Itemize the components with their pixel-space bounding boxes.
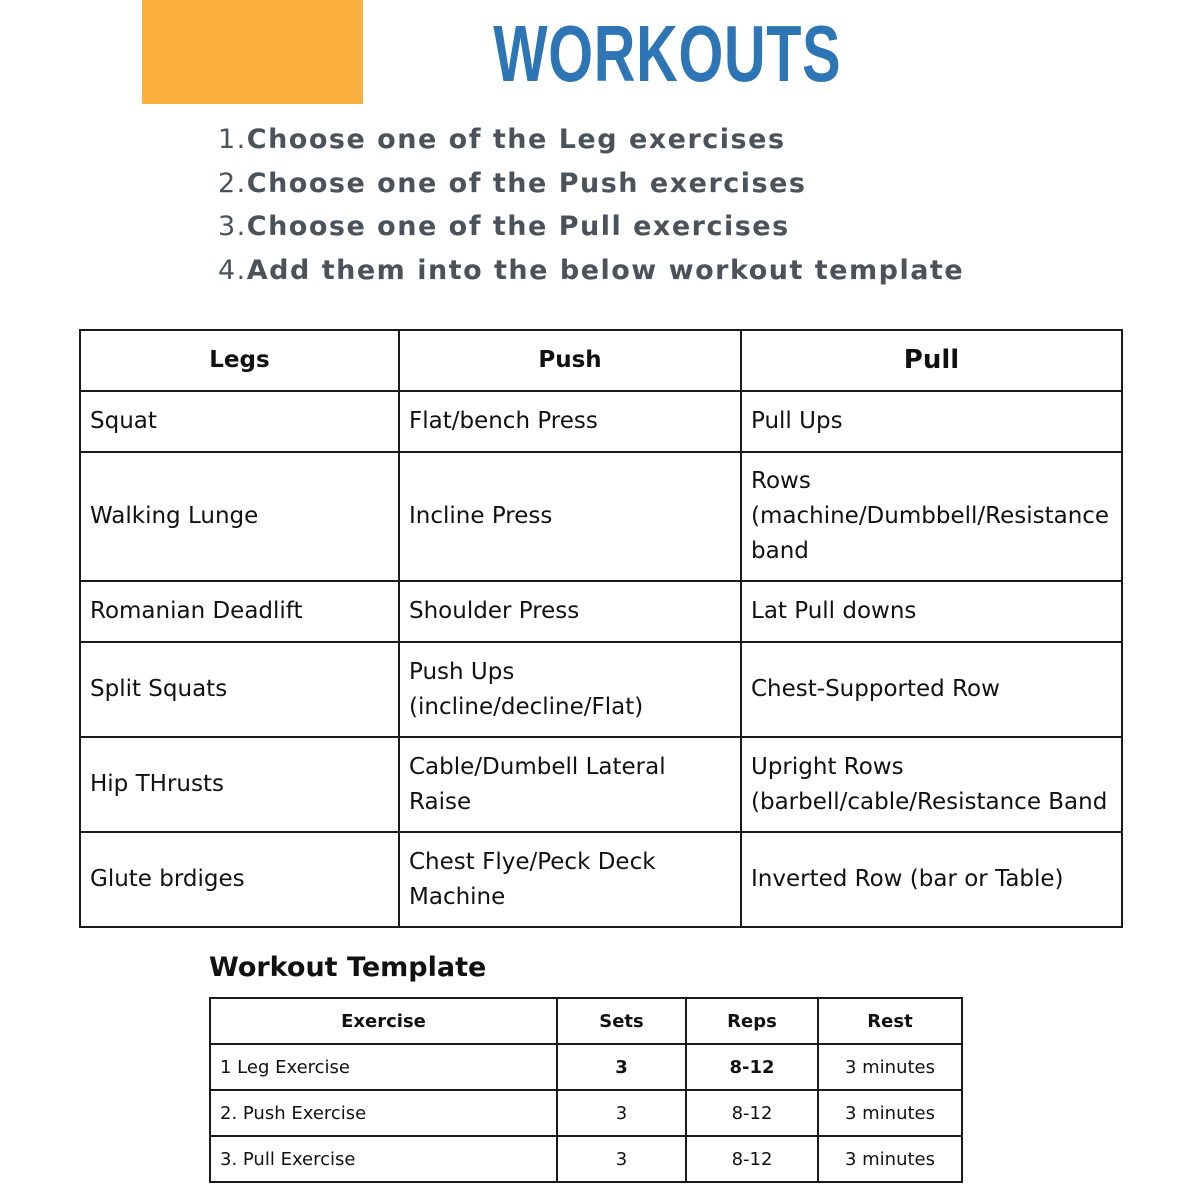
table-row (80, 832, 1122, 927)
instruction-step (218, 162, 964, 206)
table-cell: 3 (557, 1136, 686, 1182)
step-text: Add them into the below workout template (246, 254, 965, 286)
table-cell: Chest-Supported Row (741, 642, 1122, 737)
table-cell: Split Squats (80, 642, 399, 737)
table-cell: Push Ups (incline/decline/Flat) (399, 642, 741, 737)
table-row (210, 1090, 962, 1136)
step-number: 2. (218, 167, 247, 199)
column-header-legs: Legs (80, 330, 399, 391)
table-cell: 3 (557, 1044, 686, 1090)
column-header-pull: Pull (741, 330, 1122, 391)
instruction-step (218, 249, 964, 293)
table-cell: Glute brdiges (80, 832, 399, 927)
step-number: 4. (218, 254, 247, 286)
table-cell: Flat/bench Press (399, 391, 741, 452)
table-cell: Cable/Dumbell Lateral Raise (399, 737, 741, 832)
table-row (80, 642, 1122, 737)
column-header-sets: Sets (557, 998, 686, 1044)
table-cell: Lat Pull downs (741, 581, 1122, 642)
page-title: WORKOUTS (493, 9, 842, 98)
table-cell: 3 minutes (818, 1044, 962, 1090)
step-text: Choose one of the Push exercises (246, 167, 807, 199)
table-cell: Inverted Row (bar or Table) (741, 832, 1122, 927)
table-header-row (210, 998, 962, 1044)
instruction-list (218, 118, 964, 292)
column-header-push: Push (399, 330, 741, 391)
template-title: Workout Template (209, 952, 487, 983)
step-number: 1. (218, 124, 247, 155)
column-header-rest: Rest (818, 998, 962, 1044)
workout-template-table (209, 997, 963, 1183)
table-cell: Shoulder Press (399, 581, 741, 642)
table-row (210, 1136, 962, 1182)
table-cell: Hip THrusts (80, 737, 399, 832)
step-text: Choose one of the Leg exercises (246, 124, 786, 155)
table-row (80, 581, 1122, 642)
instruction-step (218, 118, 964, 162)
table-cell: Upright Rows (barbell/cable/Resistance Band (741, 737, 1122, 832)
table-row (80, 737, 1122, 832)
column-header-exercise: Exercise (210, 998, 557, 1044)
table-cell: Squat (80, 391, 399, 452)
table-cell: 8-12 (686, 1044, 818, 1090)
table-cell: 2. Push Exercise (210, 1090, 557, 1136)
table-cell: Pull Ups (741, 391, 1122, 452)
step-text: Choose one of the Pull exercises (246, 211, 790, 242)
table-cell: 3 minutes (818, 1136, 962, 1182)
exercises-table (79, 329, 1123, 928)
table-cell: Rows (machine/Dumbbell/Resistance band (741, 452, 1122, 581)
accent-block (142, 0, 363, 104)
table-cell: Walking Lunge (80, 452, 399, 581)
table-header-row (80, 330, 1122, 391)
column-header-reps: Reps (686, 998, 818, 1044)
table-cell: Incline Press (399, 452, 741, 581)
table-cell: 8-12 (686, 1136, 818, 1182)
table-cell: 3 (557, 1090, 686, 1136)
table-cell: 8-12 (686, 1090, 818, 1136)
table-cell: 3. Pull Exercise (210, 1136, 557, 1182)
table-row (210, 1044, 962, 1090)
table-row (80, 452, 1122, 581)
table-cell: 1 Leg Exercise (210, 1044, 557, 1090)
table-cell: 3 minutes (818, 1090, 962, 1136)
table-row (80, 391, 1122, 452)
step-number: 3. (218, 211, 247, 242)
table-cell: Chest Flye/Peck Deck Machine (399, 832, 741, 927)
instruction-step (218, 205, 964, 249)
table-cell: Romanian Deadlift (80, 581, 399, 642)
